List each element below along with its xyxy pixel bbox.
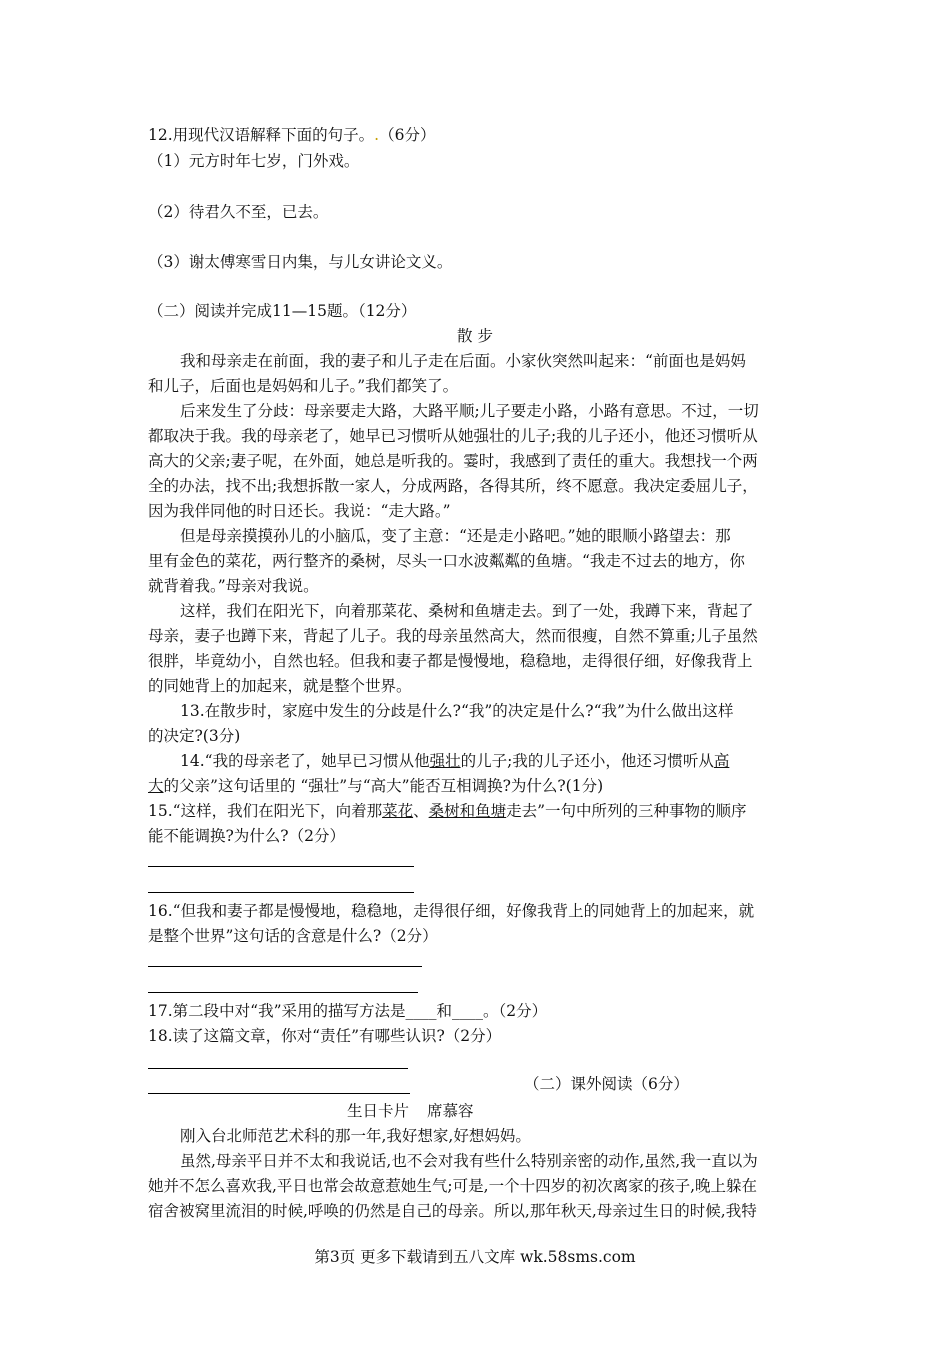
extra-line: 刚入台北师范艺术科的那一年,我好想家,好想妈妈。 xyxy=(180,1127,531,1145)
q12-title-text: 12.用现代汉语解释下面的句子。 xyxy=(148,126,375,144)
extra-author: 席慕容 xyxy=(427,1102,474,1120)
q18-line: 18.读了这篇文章，你对“责任”有哪些认识?（2分） xyxy=(148,1027,502,1045)
q13-line-2: 的决定?(3分) xyxy=(148,727,241,745)
q15-text-b: 、 xyxy=(413,802,429,820)
article-line: 我和母亲走在前面，我的妻子和儿子走在后面。小家伙突然叫起来：“前面也是妈妈 xyxy=(180,352,746,370)
q15-underline-sangshu: 桑树和鱼塘 xyxy=(428,802,507,820)
q15-line-2: 能不能调换?为什么?（2分） xyxy=(148,827,345,845)
q12-title xyxy=(148,124,435,146)
extra-title: 生日卡片 xyxy=(347,1102,410,1120)
q13-line-1: 13.在散步时，家庭中发生的分歧是什么?“我”的决定是什么?“我”为什么做出这样 xyxy=(180,702,734,720)
q14-text-b: 的儿子;我的儿子还小，他还习惯听从 xyxy=(460,752,714,770)
extra-line: 宿舍被窝里流泪的时候,呼唤的仍然是自己的母亲。所以,那年秋天,母亲过生日的时候,我特 xyxy=(148,1202,757,1220)
q14-line-1 xyxy=(180,750,729,772)
article-line: 全的办法，找不出;我想拆散一家人，分成两路，各得其所，终不愿意。我决定委屈儿子， xyxy=(148,477,758,495)
q14-underline-gao: 高 xyxy=(713,752,730,770)
q14-text-a: 14.“我的母亲老了，她早已习惯从他 xyxy=(180,752,430,770)
article-line: 里有金色的菜花，两行整齐的桑树，尽头一口水波粼粼的鱼塘。“我走不过去的地方，你 xyxy=(148,552,745,570)
q14-text-c: 的父亲”这句话里的 “强壮”与“高大”能否互相调换?为什么?(1分) xyxy=(163,777,604,795)
section-heading: （二）阅读并完成11—15题。（12分） xyxy=(148,302,417,320)
article-line: 因为我伴同他的时日还长。我说：“走大路。” xyxy=(148,502,451,520)
extra-line: 虽然,母亲平日并不太和我说话,也不会对我有些什么特别亲密的动作,虽然,我一直以为 xyxy=(180,1152,758,1170)
q14-underline-qiangzhuang: 强壮 xyxy=(429,752,461,770)
article-line: 和儿子，后面也是妈妈和儿子。”我们都笑了。 xyxy=(148,377,459,395)
q16-line-1: 16.“但我和妻子都是慢慢地，稳稳地，走得很仔细，好像我背上的同她背上的加起来，就 xyxy=(148,902,755,920)
q17-blank-1[interactable]: ____ xyxy=(405,1002,437,1020)
answer-line[interactable] xyxy=(148,866,414,867)
article-line: 很胖，毕竟幼小，自然也轻。但我和妻子都是慢慢地，稳稳地，走得很仔细，好像我背上 xyxy=(148,652,753,670)
q17-blank-2[interactable]: ____ xyxy=(452,1002,484,1020)
article-line: 高大的父亲;妻子呢，在外面，她总是听我的。霎时，我感到了责任的重大。我想找一个两 xyxy=(148,452,758,470)
article-line: 都取决于我。我的母亲老了，她早已习惯听从她强壮的儿子;我的儿子还小，他还习惯听从 xyxy=(148,427,758,445)
article-line: 但是母亲摸摸孙儿的小脑瓜，变了主意：“还是走小路吧。”她的眼顺小路望去：那 xyxy=(180,527,731,545)
extra-heading: （二）课外阅读（6分） xyxy=(524,1075,689,1093)
extra-title-line xyxy=(347,1100,474,1122)
q14-line-2 xyxy=(148,775,603,797)
q15-line-1 xyxy=(148,800,747,822)
answer-line[interactable] xyxy=(148,966,422,967)
q15-underline-caihua: 菜花 xyxy=(382,802,414,820)
q12-score: （6分） xyxy=(379,126,436,144)
q12-dot: . xyxy=(374,126,380,144)
article-line: 这样，我们在阳光下，向着那菜花、桑树和鱼塘走去。到了一处，我蹲下来，背起了 xyxy=(180,602,754,620)
extra-line: 她并不怎么喜欢我,平日也常会故意惹她生气;可是,一个十四岁的初次离家的孩子,晚上躲在 xyxy=(148,1177,758,1195)
q12-sentence-1: （1）元方时年七岁，门外戏。 xyxy=(148,152,360,170)
article-line: 后来发生了分歧：母亲要走大路，大路平顺;儿子要走小路，小路有意思。不过，一切 xyxy=(180,402,759,420)
article-line: 就背着我。”母亲对我说。 xyxy=(148,577,319,595)
q17-text-a: 17.第二段中对“我”采用的描写方法是 xyxy=(148,1002,406,1020)
article-line: 的同她背上的加起来，就是整个世界。 xyxy=(148,677,412,695)
answer-line[interactable] xyxy=(148,1068,408,1069)
answer-line[interactable] xyxy=(148,992,418,993)
q17-text-c: 。（2分） xyxy=(483,1002,548,1020)
answer-line[interactable] xyxy=(148,1093,410,1094)
q17-line xyxy=(148,1000,547,1022)
q15-text-a: 15.“这样，我们在阳光下，向着那 xyxy=(148,802,383,820)
page-footer: 第3页 更多下载请到五八文库 wk.58sms.com xyxy=(314,1248,636,1266)
article-title: 散 步 xyxy=(457,327,493,345)
q14-underline-da: 大 xyxy=(148,777,164,795)
q12-sentence-3: （3）谢太傅寒雪日内集，与儿女讲论文义。 xyxy=(148,253,453,271)
q12-sentence-2: （2）待君久不至，已去。 xyxy=(148,203,329,221)
article-line: 母亲，妻子也蹲下来，背起了儿子。我的母亲虽然高大，然而很瘦，自然不算重;儿子虽然 xyxy=(148,627,758,645)
q17-text-b: 和 xyxy=(436,1002,453,1020)
q16-line-2: 是整个世界”这句话的含意是什么?（2分） xyxy=(148,927,438,945)
q15-text-c: 走去”一句中所列的三种事物的顺序 xyxy=(506,802,747,820)
answer-line[interactable] xyxy=(148,892,414,893)
